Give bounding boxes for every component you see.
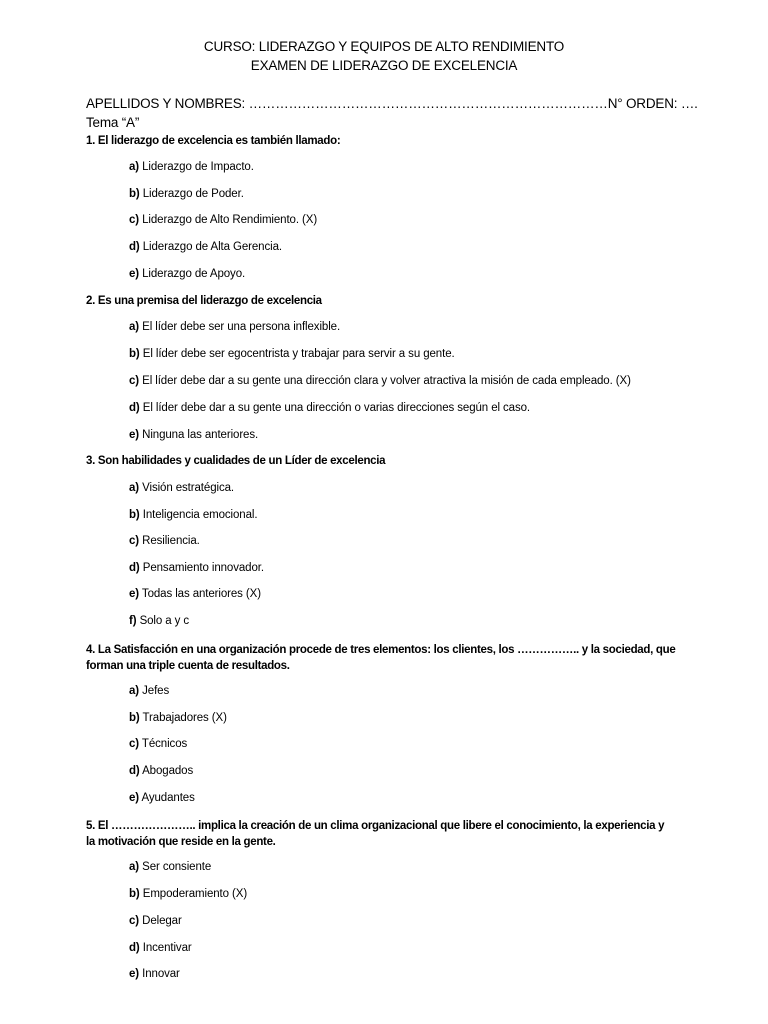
- option-4e: e) Ayudantes: [129, 792, 195, 804]
- option-1e: e) Liderazgo de Apoyo.: [129, 268, 246, 280]
- option-2e: e) Ninguna las anteriores.: [129, 429, 259, 441]
- option-3d: d) Pensamiento innovador.: [129, 562, 264, 574]
- name-order-line: APELLIDOS Y NOMBRES: ………………………………………………………………………N° ORDEN: ….: [86, 96, 698, 111]
- question-4: 4. La Satisfacción en una organización procede de tres elementos: los clientes, los …………….. y la sociedad, que forman una triple cuenta de resultados.: [86, 644, 676, 672]
- option-2a: a) El líder debe ser una persona inflexible.: [129, 321, 341, 333]
- question-2: 2. Es una premisa del liderazgo de excelencia: [86, 295, 322, 307]
- option-2c: c) El líder debe dar a su gente una dirección clara y volver atractiva la misión de cada empleado. (X): [129, 375, 631, 387]
- option-3a: a) Visión estratégica.: [129, 482, 234, 494]
- option-2b: b) El líder debe ser egocentrista y trabajar para servir a su gente.: [129, 348, 455, 360]
- option-3c: c) Resiliencia.: [129, 535, 200, 547]
- option-2d: d) El líder debe dar a su gente una dirección o varias direcciones según el caso.: [129, 402, 531, 414]
- option-5e: e) Innovar: [129, 968, 180, 980]
- option-5b: b) Empoderamiento (X): [129, 888, 248, 900]
- option-3e: e) Todas las anteriores (X): [129, 588, 261, 600]
- option-1b: b) Liderazgo de Poder.: [129, 188, 244, 200]
- option-1d: d) Liderazgo de Alta Gerencia.: [129, 241, 282, 253]
- option-5d: d) Incentivar: [129, 942, 192, 954]
- question-5: 5. El ………………….. implica la creación de un clima organizacional que libere el conocimiento, la experiencia y la motivación que reside en la gente.: [86, 820, 665, 848]
- option-4a: a) Jefes: [129, 685, 170, 697]
- exam-title: EXAMEN DE LIDERAZGO DE EXCELENCIA: [250, 58, 518, 73]
- option-4c: c) Técnicos: [129, 738, 188, 750]
- option-5c: c) Delegar: [129, 915, 182, 927]
- option-4b: b) Trabajadores (X): [129, 712, 227, 724]
- option-5a: a) Ser consiente: [129, 861, 212, 873]
- option-4d: d) Abogados: [129, 765, 194, 777]
- option-1a: a) Liderazgo de Impacto.: [129, 161, 254, 173]
- question-3: 3. Son habilidades y cualidades de un Líder de excelencia: [86, 455, 386, 467]
- option-3b: b) Inteligencia emocional.: [129, 509, 258, 521]
- question-1: 1. El liderazgo de excelencia es también llamado:: [86, 135, 341, 147]
- course-title: CURSO: LIDERAZGO Y EQUIPOS DE ALTO RENDIMIENTO: [203, 39, 565, 54]
- option-3f: f) Solo a y c: [129, 615, 190, 627]
- option-1c: c) Liderazgo de Alto Rendimiento. (X): [129, 214, 318, 226]
- tema-label: Tema “A”: [86, 115, 140, 130]
